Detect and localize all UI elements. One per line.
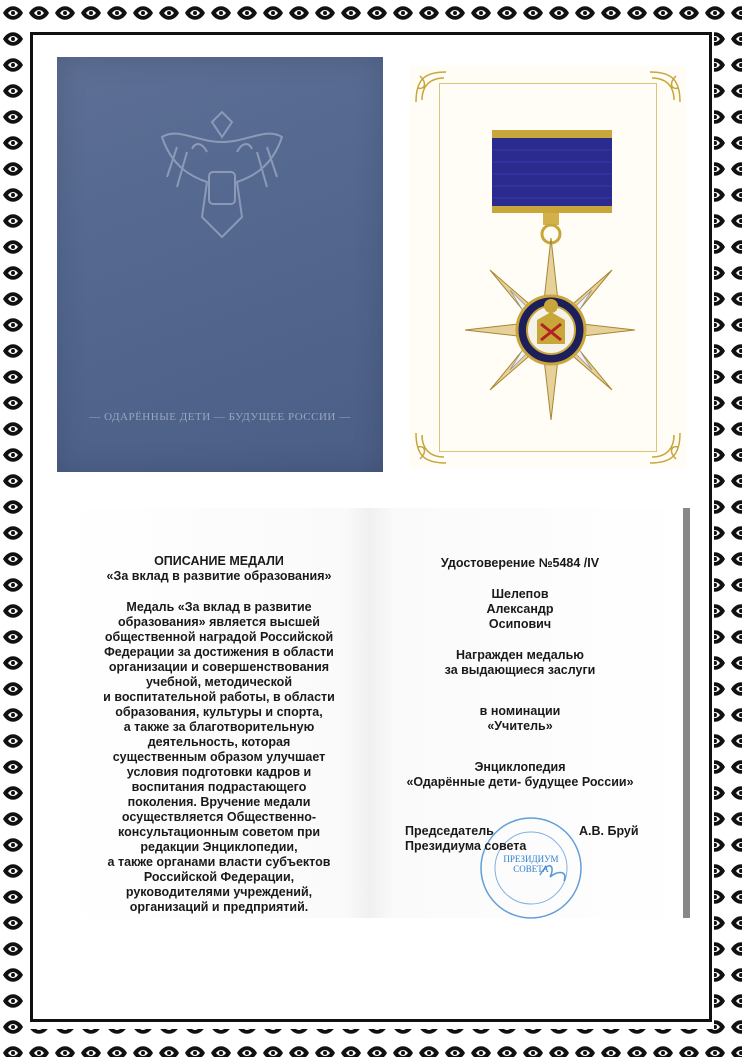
- booklet-cover: [57, 57, 383, 472]
- corner-ornament-icon: [648, 70, 682, 104]
- recipient-name: Александр: [486, 602, 554, 616]
- description-line: поколения. Вручение медали: [127, 795, 311, 809]
- chairman-label: Председатель: [405, 824, 494, 838]
- description-line: и воспитательной работы, в области: [103, 690, 335, 704]
- description-line: воспитания подрастающего: [131, 780, 307, 794]
- publisher-name: «Одарённые дети- будущее России»: [406, 775, 634, 789]
- description-line: консультационным советом при: [117, 825, 321, 839]
- description-line: организации и совершенствования: [108, 660, 330, 674]
- description-line: образования» является высшей: [118, 615, 320, 629]
- description-line: организаций и предприятий.: [129, 900, 309, 914]
- stamp-line-2: СОВЕТА: [513, 864, 549, 874]
- medal-icon: [465, 120, 635, 420]
- cover-caption: — ОДАРЁННЫЕ ДЕТИ — БУДУЩЕЕ РОССИИ —: [89, 411, 351, 423]
- description-line: редакции Энциклопедии,: [140, 840, 298, 854]
- description-line: осуществляется Общественно-: [121, 810, 317, 824]
- stamp-text: [478, 854, 584, 874]
- chairman-label-2: Президиума совета: [405, 839, 527, 853]
- certificate-text: [395, 556, 645, 790]
- award-reason: за выдающиеся заслуги: [444, 663, 596, 677]
- description-line: существенным образом улучшает: [112, 750, 326, 764]
- description-line: деятельность, которая: [147, 735, 291, 749]
- medal-description: [97, 554, 341, 915]
- description-line: образования, культуры и спорта,: [115, 705, 323, 719]
- corner-ornament-icon: [414, 70, 448, 104]
- description-title: ОПИСАНИЕ МЕДАЛИ: [154, 554, 284, 568]
- description-line: Федерации за достижения в области: [104, 645, 334, 659]
- description-line: общественной наградой Российской: [104, 630, 334, 644]
- stamp-line-1: ПРЕЗИДИУМ: [503, 854, 559, 864]
- eagle-emblem-icon: [157, 107, 287, 247]
- recipient-surname: Шелепов: [491, 587, 549, 601]
- corner-ornament-icon: [648, 431, 682, 465]
- publisher-label: Энциклопедия: [474, 760, 566, 774]
- nomination-value: «Учитель»: [487, 719, 553, 733]
- description-body: [97, 600, 341, 915]
- medal-photo-page: [410, 66, 686, 469]
- spread-edge: [683, 508, 690, 918]
- description-line: Медаль «За вклад в развитие: [126, 600, 312, 614]
- corner-ornament-icon: [414, 431, 448, 465]
- description-subtitle: «За вклад в развитие образования»: [106, 569, 332, 583]
- description-line: а также за благотворительную: [123, 720, 315, 734]
- award-text: Награжден медалью: [456, 648, 584, 662]
- description-line: учебной, методической: [145, 675, 293, 689]
- nomination-label: в номинации: [479, 704, 561, 718]
- description-line: а также органами власти субъектов: [107, 855, 331, 869]
- description-line: условия подготовки кадров и: [126, 765, 312, 779]
- recipient-patronymic: Осипович: [488, 617, 552, 631]
- chairman-name: А.В. Бруй: [579, 824, 639, 838]
- description-line: Российской Федерации,: [143, 870, 295, 884]
- description-line: руководителями учреждений,: [125, 885, 313, 899]
- certificate-number: Удостоверение №5484 /IV: [440, 556, 600, 570]
